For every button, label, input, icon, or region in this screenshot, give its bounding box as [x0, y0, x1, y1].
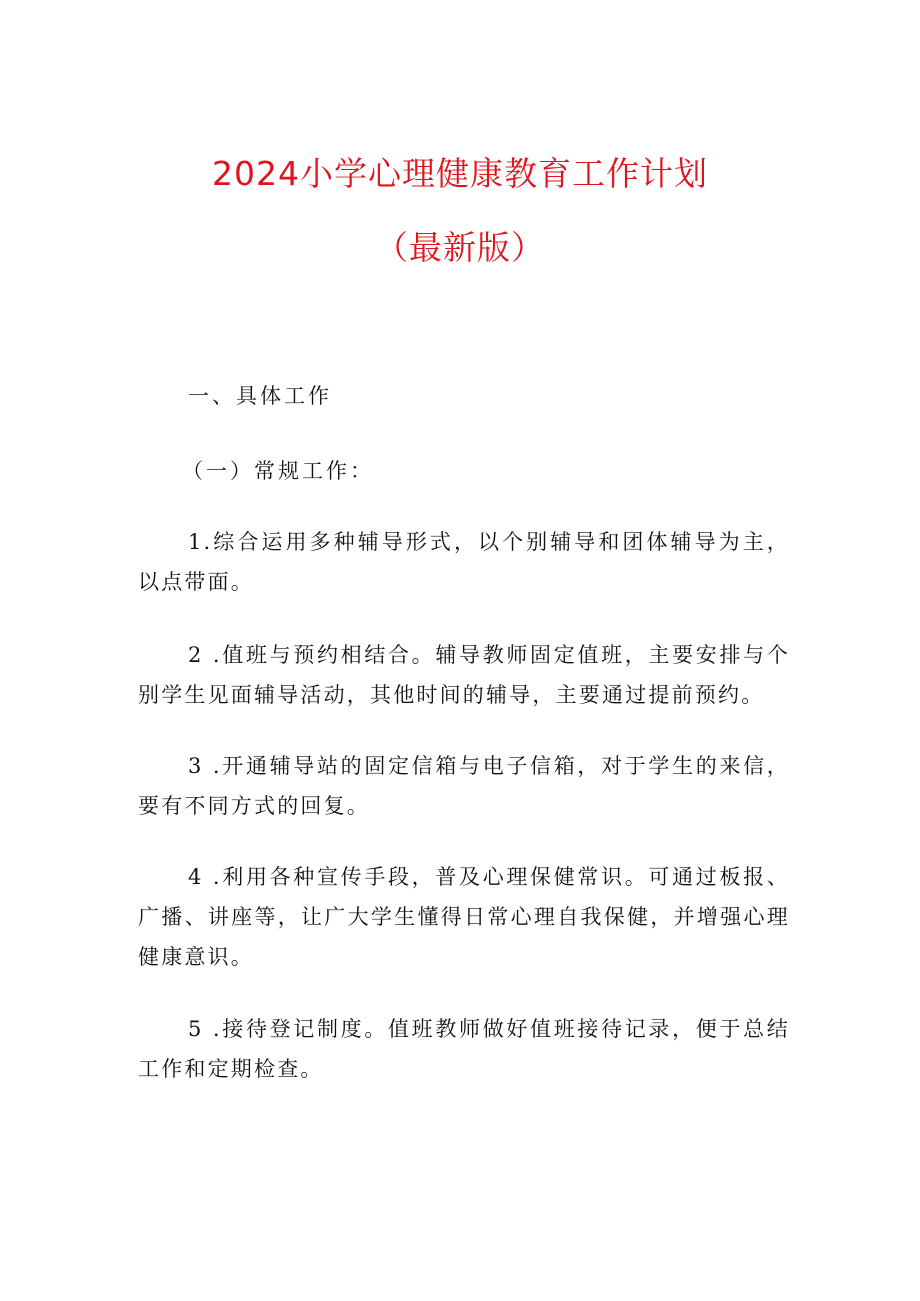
paragraph-2: 2 .值班与预约相结合。辅导教师固定值班，主要安排与个别学生见面辅导活动，其他时间的辅导，主要通过提前预约。	[138, 643, 790, 707]
document-title: 2024小学心理健康教育工作计划	[212, 154, 708, 193]
paragraph-1: 1.综合运用多种辅导形式，以个别辅导和团体辅导为主，以点带面。	[138, 530, 790, 594]
paragraph-3: 3 .开通辅导站的固定信箱与电子信箱，对于学生的来信，要有不同方式的回复。	[138, 754, 790, 818]
subsection-heading: （一）常规工作：	[182, 459, 374, 483]
document-subtitle: （最新版）	[375, 228, 545, 267]
paragraph-4: 4 .利用各种宣传手段，普及心理保健常识。可通过板报、广播、讲座等，让广大学生懂得日常心理自我保健，并增强心理健康意识。	[138, 865, 790, 969]
paragraph-5: 5 .接待登记制度。值班教师做好值班接待记录，便于总结工作和定期检查。	[138, 1017, 790, 1081]
section-heading: 一、具体工作	[188, 384, 332, 408]
